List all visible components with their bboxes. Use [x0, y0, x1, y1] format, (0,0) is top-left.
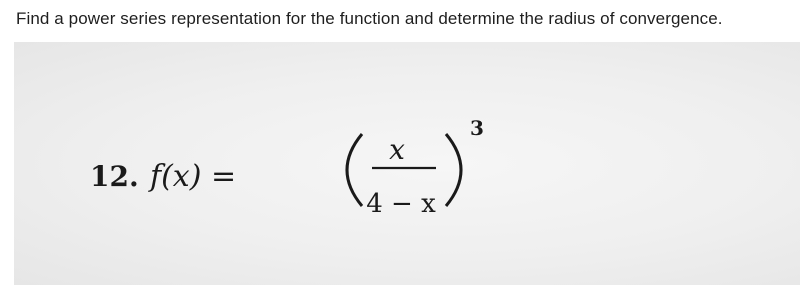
right-parenthesis — [446, 134, 461, 206]
function-lhs: f(x) = — [150, 159, 237, 194]
exponent: 3 — [470, 116, 484, 140]
equation-figure — [14, 42, 800, 285]
left-parenthesis — [347, 134, 362, 206]
problem-instructions: Find a power series representation for the function and determine the radius of convergence. — [16, 9, 723, 28]
problem-number: 12. — [90, 160, 139, 193]
fraction-denominator: 4 − x — [366, 189, 436, 219]
fraction-numerator: x — [389, 133, 405, 166]
problem-photo — [14, 42, 800, 285]
